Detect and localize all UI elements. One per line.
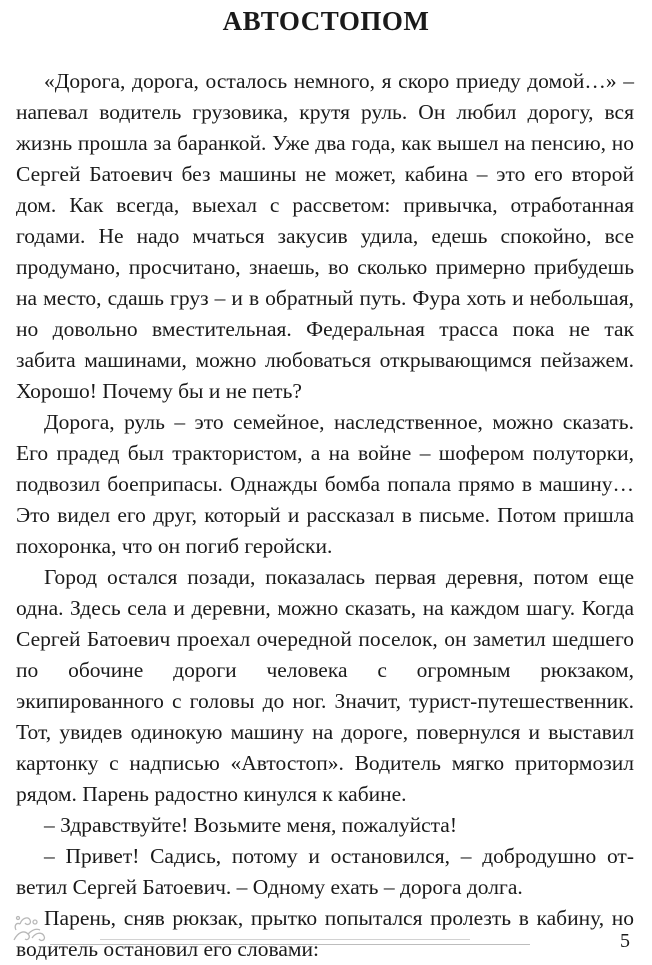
footer-rule-short <box>100 939 470 940</box>
paragraph: – Привет! Садись, потому и остановился, – добродушно ответил Сергей Батоевич. – Одному ехать – дорога долга. <box>16 844 634 899</box>
paragraph: Дорога, руль – это семейное, наследственное, можно сказать. Его прадед был трактористом, а на войне – шофером полуторки, подвозил боеприпасы. Однажды бомба попала прямо в машину… Это видел его друг, который и рассказал в письме. Потом пришла похоронка, что он погиб геройски. <box>16 410 634 558</box>
paragraph: Город остался позади, показалась первая деревня, потом еще одна. Здесь села и деревни, можно сказать, на каждом шагу. Когда Сергей Батоевич проехал очередной поселок, он заметил шедшего по обочине дороги человека с огромным рюкзаком, экипированного с головы до ног. Значит, турист-путешественник. Тот, увидев одинокую машину на дороге, повернулся и выставил картонку с надписью «Автостоп». Водитель мягко притормозил рядом. Парень радостно кинулся к кабине. <box>16 565 634 806</box>
footer-rule <box>50 944 530 945</box>
chapter-title: АВТОСТОПОМ <box>222 6 430 36</box>
paragraph: «Дорога, дорога, осталось немного, я скоро приеду домой…» – напевал водитель грузовика, крутя руль. Он любил дорогу, вся жизнь прошла за баранкой. Уже два года, как вышел на пенсию, но Сергей Батоевич без машины не может, кабина – это его второй дом. Как всегда, выехал с рассветом: привычка, отработанная годами. Не надо мчаться закусив удила, едешь спокойно, все продумано, просчитано, знаешь, во сколько примерно прибудешь на место, сдашь груз – и в обратный путь. Фура хоть и небольшая, но довольно вместительная. Федеральная трасса пока не так забита машинами, можно любоваться открывающимся пейзажем. Хорошо! Почему бы и не петь? <box>16 69 634 403</box>
floral-ornament-icon <box>10 910 50 946</box>
paragraph: Парень, сняв рюкзак, прытко попытался пролезть в кабину, но водитель остановил его словами: <box>16 906 634 961</box>
chapter-body <box>16 66 634 965</box>
paragraph: – Здравствуйте! Возьмите меня, пожалуйста! <box>44 813 458 837</box>
page-number: 5 <box>620 930 630 952</box>
